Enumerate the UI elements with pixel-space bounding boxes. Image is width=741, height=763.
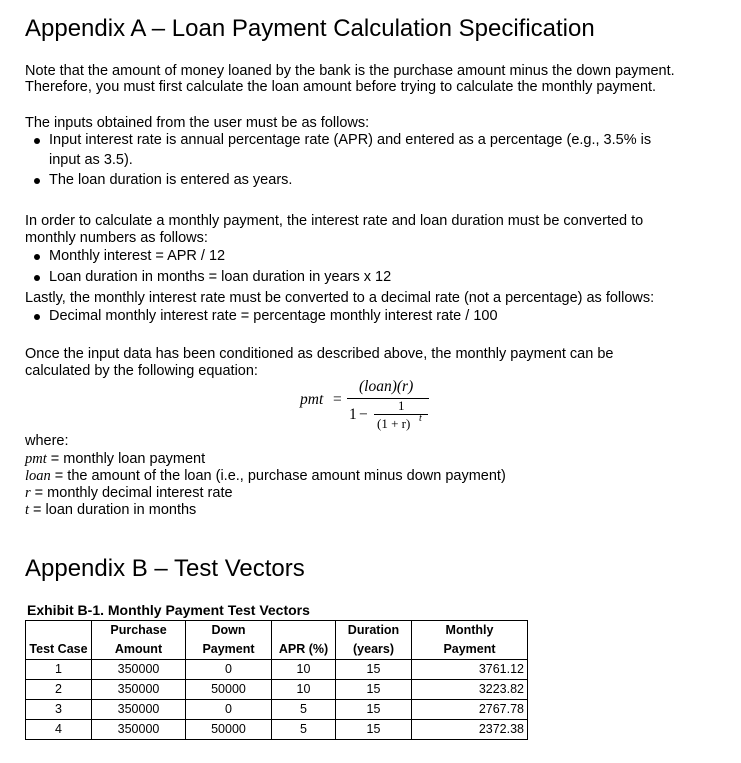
header-cell: Test Case (26, 640, 92, 660)
header-cell: (years) (336, 640, 412, 660)
equation-lhs: pmt (300, 391, 324, 408)
apr-cell: 10 (272, 660, 336, 680)
intro-line-2: Therefore, you must first calculate the loan amount before trying to calculate the monthly payment. (25, 79, 657, 95)
table-header-row-bottom (26, 640, 528, 660)
duration-cell: 15 (336, 660, 412, 680)
apr-cell: 5 (272, 700, 336, 720)
header-cell (272, 621, 336, 641)
exhibit-caption: Exhibit B-1. Monthly Payment Test Vectors (27, 602, 310, 618)
equation-exponent: t (419, 413, 422, 424)
test-case-cell: 2 (26, 680, 92, 700)
apr-cell: 5 (272, 720, 336, 740)
definition-symbol: r (25, 485, 31, 501)
convert-bullet-1: Monthly interest = APR / 12 (49, 248, 226, 264)
equation-numerator: (loan)(r) (359, 378, 414, 395)
header-cell: Purchase (92, 621, 186, 641)
equation-inner-numerator: 1 (398, 398, 405, 413)
apr-cell: 10 (272, 680, 336, 700)
equation-minus: − (359, 406, 368, 423)
down-payment-cell: 0 (186, 660, 272, 680)
monthly-payment-cell: 3223.82 (412, 680, 528, 700)
convert-line-1: In order to calculate a monthly payment, the interest rate and loan duration must be converted to (25, 213, 644, 229)
definition-symbol: loan (25, 468, 51, 484)
test-case-cell: 4 (26, 720, 92, 740)
monthly-payment-cell: 2767.78 (412, 700, 528, 720)
decimal-intro: Lastly, the monthly interest rate must be converted to a decimal rate (not a percentage) as follows: (25, 290, 655, 306)
duration-cell: 15 (336, 720, 412, 740)
header-cell: Amount (92, 640, 186, 660)
decimal-bullet-1: Decimal monthly interest rate = percentage monthly interest rate / 100 (49, 308, 498, 324)
definition-pmt (25, 451, 205, 468)
appendix-a-heading: Appendix A – Loan Payment Calculation Specification (25, 15, 595, 42)
purchase-amount-cell: 350000 (92, 660, 186, 680)
table-header-row-top (26, 621, 528, 641)
table-row (26, 680, 528, 700)
monthly-payment-cell: 2372.38 (412, 720, 528, 740)
monthly-payment-cell: 3761.12 (412, 660, 528, 680)
equation-denominator-one: 1 (349, 406, 357, 423)
appendix-b-heading: Appendix B – Test Vectors (25, 555, 305, 582)
definition-symbol: pmt (25, 451, 47, 467)
definition-t (25, 502, 196, 519)
definition-text: = monthly decimal interest rate (30, 485, 233, 501)
input-bullet-2: The loan duration is entered as years. (49, 172, 293, 188)
definition-text: = monthly loan payment (46, 451, 206, 467)
equation-intro-2: calculated by the following equation: (25, 363, 258, 379)
duration-cell: 15 (336, 680, 412, 700)
convert-line-2: monthly numbers as follows: (25, 230, 208, 246)
equation-equals: = (333, 391, 342, 408)
down-payment-cell: 50000 (186, 680, 272, 700)
test-case-cell: 3 (26, 700, 92, 720)
header-cell: Monthly (412, 621, 528, 641)
header-cell: Down (186, 621, 272, 641)
header-cell: APR (%) (272, 640, 336, 660)
equation-intro-1: Once the input data has been conditioned as described above, the monthly payment can be (25, 346, 614, 362)
input-bullet-1-line-1: Input interest rate is annual percentage rate (APR) and entered as a percentage (e.g., 3.5% is (49, 132, 652, 148)
definition-symbol: t (25, 502, 30, 518)
test-case-cell: 1 (26, 660, 92, 680)
table-row (26, 700, 528, 720)
purchase-amount-cell: 350000 (92, 700, 186, 720)
test-vectors-table (25, 620, 528, 740)
header-cell: Payment (186, 640, 272, 660)
definition-text: = the amount of the loan (i.e., purchase amount minus down payment) (50, 468, 506, 484)
header-cell (26, 621, 92, 641)
convert-bullet-2: Loan duration in months = loan duration in years x 12 (49, 269, 392, 285)
inputs-intro: The inputs obtained from the user must be as follows: (25, 115, 370, 131)
down-payment-cell: 50000 (186, 720, 272, 740)
header-cell: Duration (336, 621, 412, 641)
down-payment-cell: 0 (186, 700, 272, 720)
purchase-amount-cell: 350000 (92, 680, 186, 700)
definition-text: = loan duration in months (29, 502, 197, 518)
main-fraction-bar (347, 398, 429, 399)
table-row (26, 720, 528, 740)
equation-inner-denominator: (1 + r) (377, 416, 411, 431)
where-label: where: (25, 433, 69, 449)
header-cell: Payment (412, 640, 528, 660)
purchase-amount-cell: 350000 (92, 720, 186, 740)
duration-cell: 15 (336, 700, 412, 720)
definition-r (25, 485, 233, 502)
definition-loan (25, 468, 506, 485)
input-bullet-1-line-2: input as 3.5). (49, 152, 133, 168)
intro-line-1: Note that the amount of money loaned by the bank is the purchase amount minus the down payment. (25, 63, 675, 79)
table-row (26, 660, 528, 680)
